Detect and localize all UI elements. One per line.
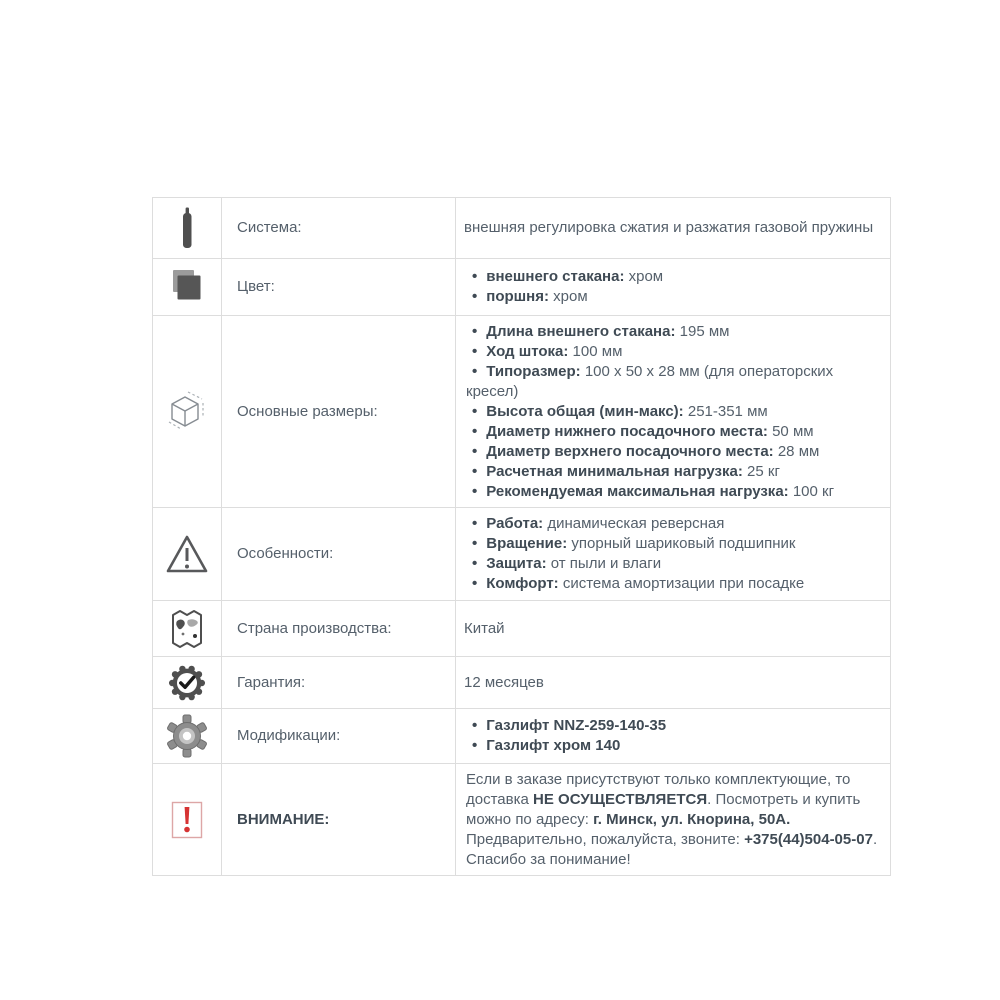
list-item: • Защита: от пыли и влаги — [466, 554, 882, 574]
spec-row-system — [153, 198, 891, 259]
spec-label: Гарантия: — [222, 657, 456, 709]
list-item: • Комфорт: система амортизации при посадке — [466, 574, 882, 594]
spec-row-features — [153, 508, 891, 601]
spec-row-modifications — [153, 709, 891, 764]
world-map-icon — [166, 607, 208, 651]
spec-label: Модификации: — [222, 709, 456, 764]
spec-value: внешняя регулировка сжатия и разжатия газовой пружины — [456, 198, 891, 259]
spec-label: Система: — [222, 198, 456, 259]
list-item-modification: • Газлифт хром 140 — [466, 736, 882, 756]
spec-row-color — [153, 259, 891, 316]
color-layers-icon — [165, 267, 209, 307]
spec-row-warranty — [153, 657, 891, 709]
value-list — [464, 514, 882, 594]
spec-label: Страна производства: — [222, 601, 456, 657]
spec-value — [456, 259, 891, 316]
icon-cell — [153, 316, 222, 508]
spec-value — [456, 709, 891, 764]
gas-cylinder-icon — [165, 205, 209, 251]
spec-value — [456, 316, 891, 508]
spec-row-country — [153, 601, 891, 657]
list-item: • поршня: хром — [466, 287, 882, 307]
warranty-badge-icon — [166, 662, 208, 704]
icon-cell — [153, 198, 222, 259]
list-item: • Рекомендуемая максимальная нагрузка: 100 кг — [466, 482, 882, 502]
spec-label: Особенности: — [222, 508, 456, 601]
list-item: • Высота общая (мин-макс): 251-351 мм — [466, 402, 882, 422]
list-item: • внешнего стакана: хром — [466, 267, 882, 287]
spec-label: Основные размеры: — [222, 316, 456, 508]
spec-value — [456, 508, 891, 601]
icon-cell — [153, 259, 222, 316]
icon-cell — [153, 601, 222, 657]
list-item: • Расчетная минимальная нагрузка: 25 кг — [466, 462, 882, 482]
value-list — [464, 716, 882, 756]
spec-value — [456, 764, 891, 876]
product-spec-table — [152, 197, 891, 876]
list-item: • Вращение: упорный шариковый подшипник — [466, 534, 882, 554]
attention-text: Если в заказе присутствуют только комплектующие, то доставка НЕ ОСУЩЕСТВЛЯЕТСЯ. Посмотреть и купить можно по адресу: г. Минск, ул. Кнорина, 50А. Предварительно, пожалуйста, звоните: +375(44)504-05-07. Спасибо за понимание! — [466, 770, 878, 868]
cube-dimensions-icon — [163, 388, 211, 436]
list-item: • Ход штока: 100 мм — [466, 342, 882, 362]
gear-icon — [165, 713, 209, 759]
list-item-modification: • Газлифт NNZ-259-140-35 — [466, 716, 882, 736]
list-item: • Диаметр нижнего посадочного места: 50 мм — [466, 422, 882, 442]
spec-value: Китай — [456, 601, 891, 657]
warning-triangle-icon — [164, 532, 210, 576]
list-item: • Диаметр верхнего посадочного места: 28 мм — [466, 442, 882, 462]
icon-cell — [153, 657, 222, 709]
spec-label: Цвет: — [222, 259, 456, 316]
value-list — [464, 267, 882, 307]
list-item: • Работа: динамическая реверсная — [466, 514, 882, 534]
spec-label-attention: ВНИМАНИЕ: — [222, 764, 456, 876]
red-exclamation-icon — [165, 798, 209, 842]
icon-cell — [153, 764, 222, 876]
value-list — [464, 322, 882, 502]
icon-cell — [153, 709, 222, 764]
spec-row-attention — [153, 764, 891, 876]
list-item: • Типоразмер: 100 x 50 x 28 мм (для операторских кресел) — [466, 362, 882, 402]
spec-value: 12 месяцев — [456, 657, 891, 709]
icon-cell — [153, 508, 222, 601]
list-item: • Длина внешнего стакана: 195 мм — [466, 322, 882, 342]
spec-row-dimensions — [153, 316, 891, 508]
